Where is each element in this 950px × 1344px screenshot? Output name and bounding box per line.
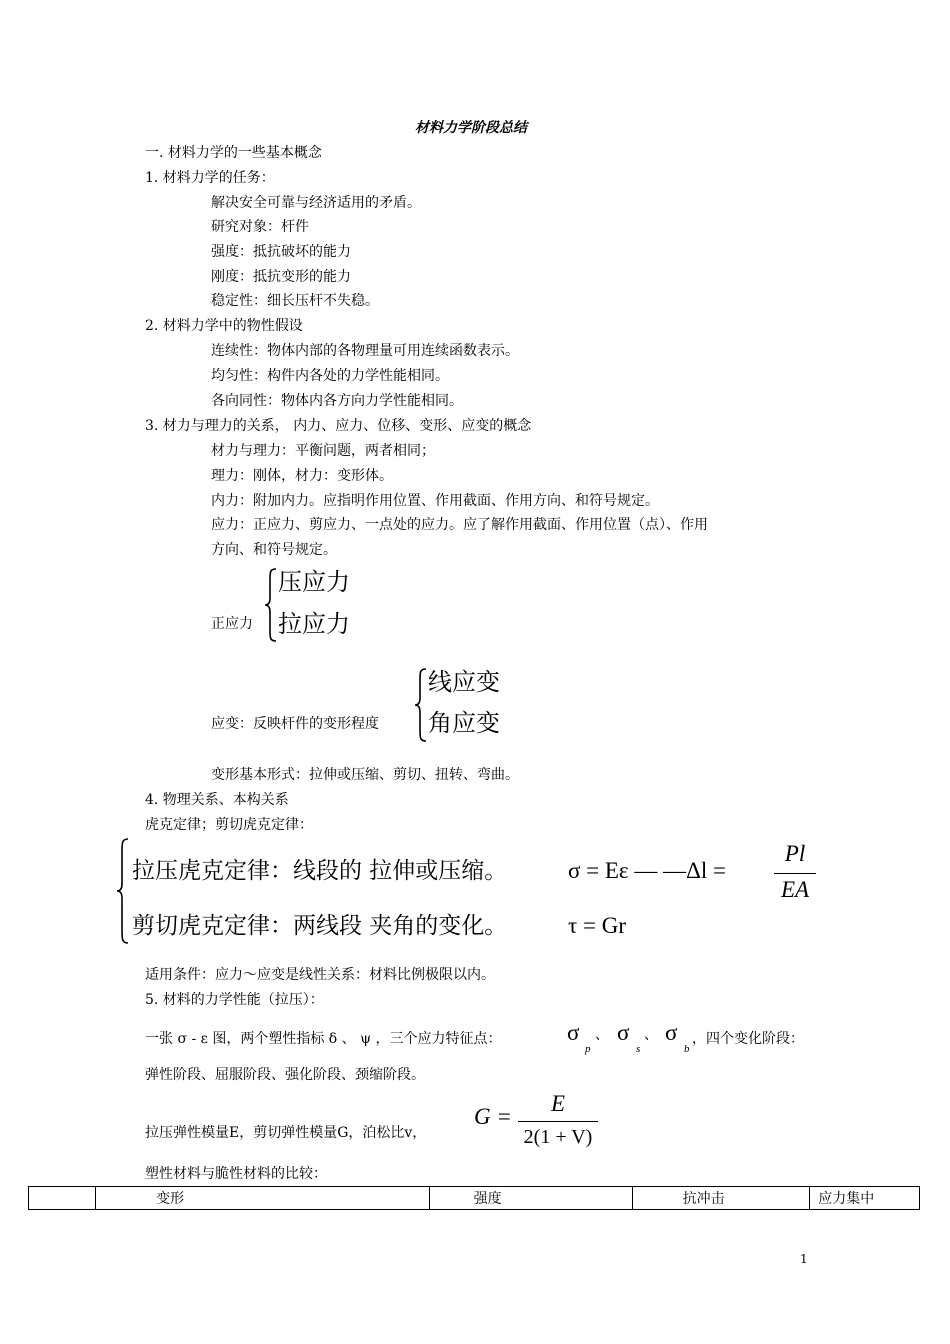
moduli-line: 拉压弹性模量E，剪切弹性模量G，泊松比v， (145, 1125, 427, 1141)
table-header-cell: 强度 (429, 1187, 632, 1210)
separator: 、 (595, 1027, 609, 1043)
deformation-forms: 变形基本形式：拉伸或压缩、剪切、扭转、弯曲。 (211, 767, 519, 783)
sigma-subscript: p (585, 1043, 591, 1055)
table-header-cell: 应力集中 (810, 1187, 920, 1210)
item3-line: 方向、和符号规定。 (211, 542, 337, 558)
sigma-symbol: σ (567, 1020, 580, 1045)
item2-line: 均匀性：构件内各处的力学性能相同。 (211, 368, 449, 384)
strain-type: 角应变 (428, 709, 500, 737)
hooke-shear-text: 剪切虎克定律：两线段 夹角的变化。 (132, 913, 508, 939)
table-header-row (29, 1187, 920, 1210)
sigma-symbol: σ (617, 1020, 630, 1045)
fraction-numerator: E (550, 1091, 566, 1116)
item2-line: 各向同性：物体内各方向力学性能相同。 (211, 393, 463, 409)
hooke-axial-equation: σ = Eε — —Δl = (568, 858, 726, 883)
fraction-bar (518, 1121, 598, 1122)
brace-icon (116, 838, 130, 944)
table-header-cell: 抗冲击 (632, 1187, 810, 1210)
brace-icon (414, 668, 428, 742)
item3-line: 内力：附加内力。应指明作用位置、作用截面、作用方向、和符号规定。 (211, 493, 659, 509)
applicability-condition: 适用条件：应力～应变是线性关系：材料比例极限以内。 (145, 967, 495, 983)
fraction-denominator: 2(1 + V) (523, 1126, 593, 1148)
item1-line: 解决安全可靠与经济适用的矛盾。 (211, 195, 421, 211)
table-header-cell (29, 1187, 96, 1210)
normal-stress-type: 压应力 (278, 568, 350, 596)
sigma-subscript: s (636, 1043, 641, 1055)
section-heading: 一. 材料力学的一些基本概念 (145, 145, 322, 161)
item1-line: 刚度：抵抗变形的能力 (211, 269, 351, 285)
item2-heading: 2. 材料力学中的物性假设 (145, 318, 303, 334)
material-comparison-heading: 塑性材料与脆性材料的比较： (145, 1166, 327, 1182)
separator: 、 (644, 1027, 658, 1043)
hooke-intro: 虎克定律；剪切虎克定律： (145, 817, 313, 833)
fraction-numerator: Pl (784, 841, 806, 866)
normal-stress-type: 拉应力 (278, 610, 350, 638)
item3-line: 理力：刚体，材力：变形体。 (211, 468, 393, 484)
fraction-denominator: EA (780, 877, 810, 902)
sigma-symbol: σ (665, 1020, 678, 1045)
strain-label: 应变：反映杆件的变形程度 (211, 716, 379, 732)
item4-heading: 4. 物理关系、本构关系 (145, 792, 289, 808)
item5-heading: 5. 材料的力学性能（拉压）： (145, 992, 324, 1008)
item1-heading: 1. 材料力学的任务： (145, 170, 275, 186)
page-number: 1 (800, 1252, 808, 1266)
table-header-cell: 变形 (96, 1187, 429, 1210)
item1-line: 强度：抵抗破坏的能力 (211, 244, 351, 260)
comparison-table (28, 1186, 920, 1210)
four-stages: 弹性阶段、屈服阶段、强化阶段、颈缩阶段。 (145, 1067, 425, 1083)
item1-line: 稳定性：细长压杆不失稳。 (211, 293, 379, 309)
stress-strain-line-end: ，四个变化阶段： (692, 1031, 804, 1047)
item1-line: 研究对象：杆件 (211, 219, 309, 235)
hooke-axial-text: 拉压虎克定律：线段的 拉伸或压缩。 (132, 858, 508, 884)
brace-icon (264, 568, 278, 642)
item2-line: 连续性：物体内部的各物理量可用连续函数表示。 (211, 343, 519, 359)
strain-type: 线应变 (428, 668, 500, 696)
shear-modulus-fraction (518, 1090, 598, 1152)
item3-heading: 3. 材力与理力的关系， 内力、应力、位移、变形、应变的概念 (145, 418, 532, 434)
stress-strain-line: 一张 σ - ε 图，两个塑性指标 δ 、 ψ ，三个应力特征点： (145, 1031, 502, 1047)
normal-stress-label: 正应力 (211, 616, 253, 632)
document-title: 材料力学阶段总结 (415, 120, 527, 136)
fraction-bar (774, 873, 816, 874)
item3-line: 应力：正应力、剪应力、一点处的应力。应了解作用截面、作用位置（点）、作用 (211, 517, 708, 533)
sigma-subscript: b (684, 1043, 690, 1055)
item3-line: 材力与理力：平衡问题，两者相同； (211, 443, 435, 459)
hooke-axial-fraction (774, 840, 816, 906)
shear-modulus-lhs: G = (474, 1104, 512, 1129)
hooke-shear-equation: τ = Gr (568, 913, 626, 938)
